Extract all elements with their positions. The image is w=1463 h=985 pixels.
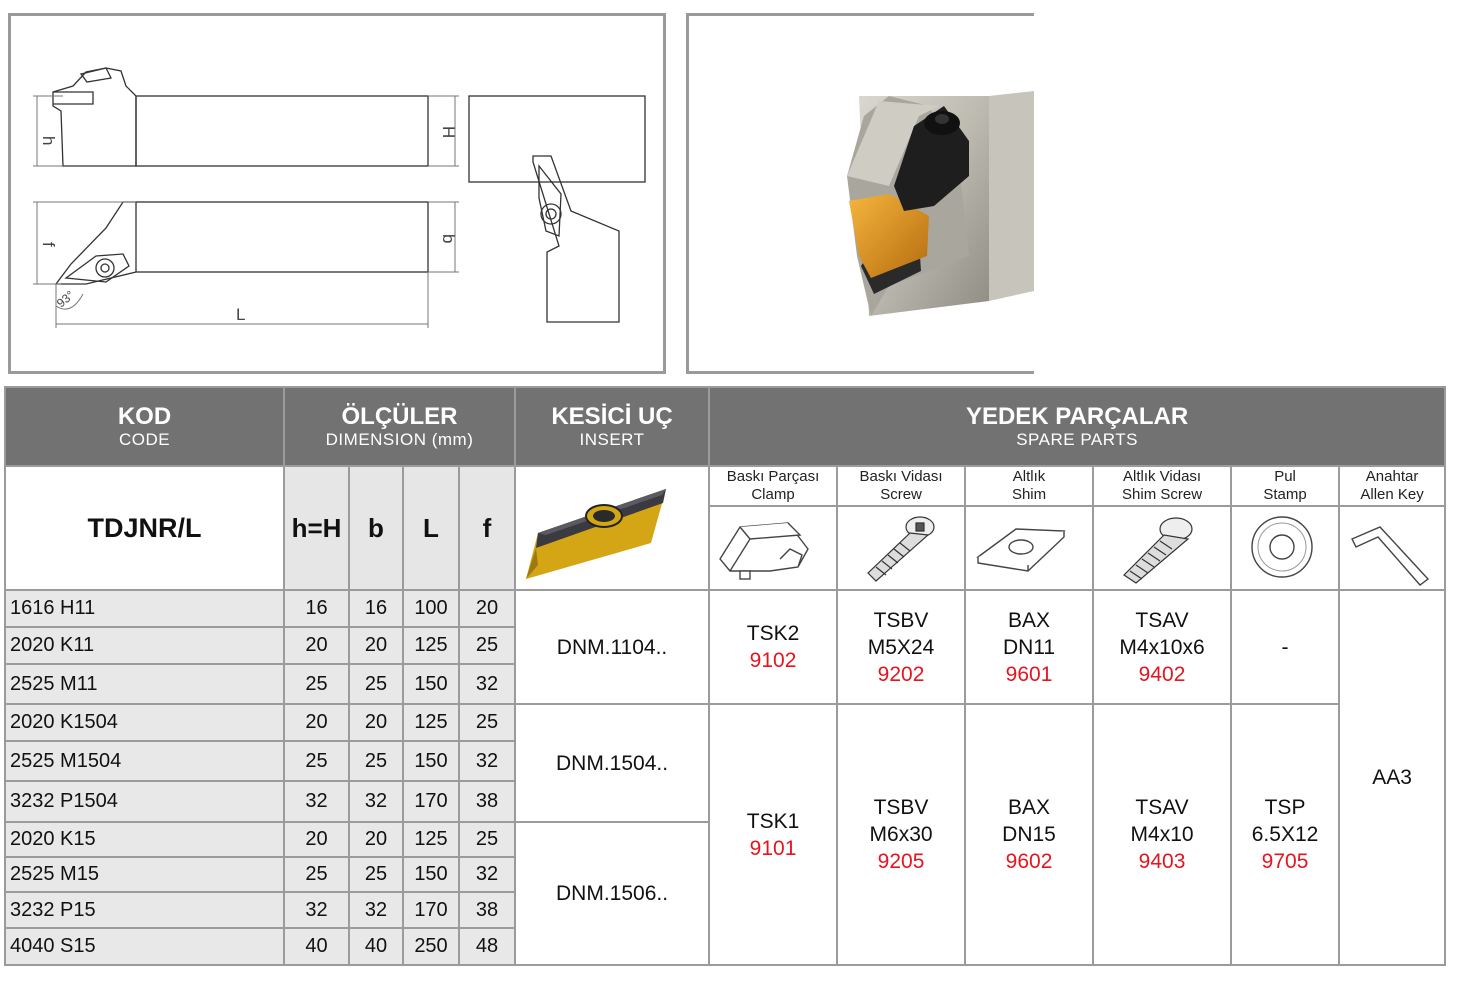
header-spare-label: SPARE PARTS	[1016, 429, 1138, 449]
tool-holder-drawing	[11, 16, 663, 371]
row-f: 20	[459, 590, 515, 627]
stamp-group2	[1231, 704, 1339, 965]
shim-group1-line1: BAX	[1008, 608, 1051, 632]
row-L: 150	[403, 857, 459, 892]
dim-header-L: L	[403, 466, 459, 590]
row-f: 25	[459, 704, 515, 741]
row-code: 3232 P1504	[5, 781, 284, 822]
row-L: 250	[403, 928, 459, 965]
header-kod-label: KOD	[117, 402, 172, 430]
row-code: 3232 P15	[5, 892, 284, 928]
label-f: f	[39, 242, 58, 247]
shim-screw-icon	[1094, 509, 1204, 587]
row-L: 100	[403, 590, 459, 627]
dim-header-b: b	[349, 466, 403, 590]
row-b: 40	[349, 928, 403, 965]
header-insert-label: INSERT	[579, 429, 645, 449]
shim-group1-line2: DN11	[1002, 635, 1056, 659]
row-code: 2020 K15	[5, 822, 284, 857]
screw-group1	[837, 590, 965, 704]
row-f: 32	[459, 664, 515, 704]
header-olculer-label: ÖLÇÜLER	[341, 402, 458, 430]
spare-header-allen-key-en: Allen Key	[1360, 486, 1424, 503]
header-spare-parts	[709, 387, 1445, 466]
row-f: 38	[459, 781, 515, 822]
row-h: 25	[284, 741, 349, 781]
shim-screw-group2-line1: TSAV	[1135, 796, 1189, 819]
row-b: 16	[349, 590, 403, 627]
specification-table	[4, 386, 1446, 966]
shim-group1-number: 9601	[1005, 662, 1053, 686]
spare-header-shim-en: Shim	[1011, 486, 1047, 503]
header-code-label: CODE	[118, 429, 171, 449]
row-L: 170	[403, 781, 459, 822]
stamp-group1: -	[1231, 590, 1339, 704]
dim-header-h: h=H	[284, 466, 349, 590]
shim-screw-group1-number: 9402	[1138, 662, 1186, 686]
row-f: 48	[459, 928, 515, 965]
row-h: 25	[284, 664, 349, 704]
row-L: 150	[403, 741, 459, 781]
spare-header-screw-en: Screw	[880, 486, 922, 503]
spare-header-clamp	[709, 466, 837, 506]
label-angle: 93°	[53, 287, 77, 311]
allen-key-icon	[1340, 509, 1440, 587]
spare-header-shim-screw-en: Shim Screw	[1122, 486, 1203, 503]
row-h: 20	[284, 704, 349, 741]
clamp-group1-number: 9102	[749, 649, 797, 672]
clamp-image-cell	[709, 506, 837, 590]
allen-key-value: AA3	[1339, 590, 1445, 965]
row-b: 32	[349, 781, 403, 822]
spare-header-allen-key	[1339, 466, 1445, 506]
label-H: H	[439, 126, 458, 139]
row-L: 125	[403, 822, 459, 857]
table-row	[5, 590, 1445, 627]
technical-drawing-panel	[8, 13, 666, 374]
label-h: h	[39, 136, 58, 146]
tool-holder-photo	[689, 16, 1034, 371]
row-b: 25	[349, 741, 403, 781]
clamp-group1-name: TSK2	[746, 622, 800, 645]
stamp-group2-line1: TSP	[1264, 796, 1306, 819]
label-L: L	[236, 305, 246, 324]
row-b: 32	[349, 892, 403, 928]
row-h: 32	[284, 892, 349, 928]
row-code: 2525 M11	[5, 664, 284, 704]
spare-header-screw-tr: Baskı Vidası	[859, 468, 943, 485]
screw-group2-line1: TSBV	[873, 796, 929, 819]
row-L: 170	[403, 892, 459, 928]
shim-screw-group2-number: 9403	[1138, 850, 1186, 873]
header-dimension-label: DIMENSION (mm)	[325, 429, 474, 449]
label-b: b	[439, 234, 458, 244]
clamp-group2-number: 9101	[749, 836, 797, 860]
spare-header-clamp-tr: Baskı Parçası	[726, 468, 820, 485]
header-kesici-label: KESİCİ UÇ	[551, 402, 673, 430]
spare-header-stamp	[1231, 466, 1339, 506]
row-f: 25	[459, 627, 515, 664]
insert-dnm-1506: DNM.1506..	[515, 822, 709, 965]
shim-image-cell	[965, 506, 1093, 590]
spare-header-shim-screw	[1093, 466, 1231, 506]
header-yedek-label: YEDEK PARÇALAR	[965, 402, 1189, 430]
spare-header-shim	[965, 466, 1093, 506]
screw-group1-number: 9202	[877, 662, 925, 686]
shim-group2-number: 9602	[1005, 850, 1053, 873]
spare-header-shim-screw-tr: Altlık Vidası	[1122, 468, 1202, 485]
allen-key-image-cell	[1339, 506, 1445, 590]
row-code: 2525 M15	[5, 857, 284, 892]
row-h: 20	[284, 822, 349, 857]
shim-screw-group1-line2: M4x10x6	[1119, 635, 1205, 659]
row-L: 125	[403, 704, 459, 741]
row-code: 4040 S15	[5, 928, 284, 965]
screw-group2-line2: M6x30	[869, 823, 933, 846]
spare-header-shim-tr: Altlık	[1012, 468, 1046, 485]
row-code: 1616 H11	[5, 590, 284, 627]
spare-header-stamp-en: Stamp	[1263, 486, 1307, 503]
shim-screw-group1-line1: TSAV	[1135, 608, 1189, 632]
washer-icon	[1232, 509, 1332, 587]
row-b: 20	[349, 704, 403, 741]
header-dimensions	[284, 387, 515, 466]
row-b: 20	[349, 822, 403, 857]
screw-group1-line1: TSBV	[873, 608, 929, 632]
row-h: 20	[284, 627, 349, 664]
row-code: 2020 K11	[5, 627, 284, 664]
clamp-group2	[709, 704, 837, 965]
row-code: 2020 K1504	[5, 704, 284, 741]
dim-header-f: f	[459, 466, 515, 590]
stamp-group2-line2: 6.5X12	[1251, 823, 1319, 846]
row-b: 25	[349, 664, 403, 704]
model-name: TDJNR/L	[5, 466, 284, 590]
spare-header-stamp-tr: Pul	[1274, 468, 1296, 485]
stamp-group2-number: 9705	[1261, 850, 1309, 873]
insert-icon	[516, 473, 676, 583]
header-insert	[515, 387, 709, 466]
row-h: 25	[284, 857, 349, 892]
shim-screw-image-cell	[1093, 506, 1231, 590]
screw-group2-number: 9205	[877, 850, 925, 873]
insert-dnm-1104: DNM.1104..	[515, 590, 709, 704]
screw-group2	[837, 704, 965, 965]
clamp-group2-name: TSK1	[746, 809, 800, 833]
row-b: 25	[349, 857, 403, 892]
shim-group1	[965, 590, 1093, 704]
clamp-group1	[709, 590, 837, 704]
table-row	[5, 704, 1445, 741]
washer-image-cell	[1231, 506, 1339, 590]
row-h: 16	[284, 590, 349, 627]
shim-screw-group1	[1093, 590, 1231, 704]
screw-icon	[838, 509, 948, 587]
screw-image-cell	[837, 506, 965, 590]
shim-group2-line2: DN15	[1002, 823, 1056, 846]
row-f: 38	[459, 892, 515, 928]
row-h: 32	[284, 781, 349, 822]
insert-dnm-1504: DNM.1504..	[515, 704, 709, 822]
spare-header-screw	[837, 466, 965, 506]
row-code: 2525 M1504	[5, 741, 284, 781]
row-f: 32	[459, 857, 515, 892]
clamp-icon	[710, 509, 820, 587]
shim-icon	[966, 509, 1076, 587]
insert-image-cell	[515, 466, 709, 590]
shim-screw-group2	[1093, 704, 1231, 965]
header-code	[5, 387, 284, 466]
row-f: 25	[459, 822, 515, 857]
shim-group2-line1: BAX	[1008, 796, 1051, 819]
spare-header-allen-key-tr: Anahtar	[1365, 468, 1419, 485]
row-b: 20	[349, 627, 403, 664]
spare-header-clamp-en: Clamp	[751, 486, 795, 503]
screw-group1-line2: M5X24	[867, 635, 935, 659]
product-photo-panel	[686, 13, 1034, 374]
row-h: 40	[284, 928, 349, 965]
row-f: 32	[459, 741, 515, 781]
row-L: 150	[403, 664, 459, 704]
shim-group2	[965, 704, 1093, 965]
shim-screw-group2-line2: M4x10	[1130, 823, 1194, 846]
row-L: 125	[403, 627, 459, 664]
